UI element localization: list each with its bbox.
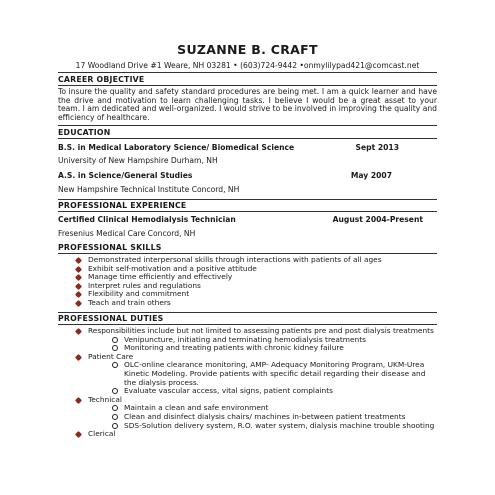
diamond-bullet-icon xyxy=(75,354,82,361)
education-school: New Hampshire Technical Institute Concord, NH xyxy=(58,185,240,194)
diamond-bullet-icon xyxy=(75,397,82,404)
sub-list-item: Monitoring and treating patients with chronic kidney failure xyxy=(110,344,437,353)
list-item: Patient Care OLC-online clearance monitoring, AMP- Adequacy Monitoring Program, UKM-Urea Kinetic Modeling. Provide patients with specific detail regarding their disease and the dialysis process. Evaluate vascular access, vital signs, patient complaints xyxy=(76,353,437,396)
diamond-bullet-icon xyxy=(75,283,82,290)
list-item: Exhibit self-motivation and a positive attitude xyxy=(76,265,437,274)
divider xyxy=(58,72,437,73)
education-degree: B.S. in Medical Laboratory Science/ Biomedical Science xyxy=(58,143,295,152)
divider xyxy=(58,324,437,325)
education-entry-1 xyxy=(58,143,437,152)
divider xyxy=(58,199,437,200)
duties-list xyxy=(76,327,437,439)
education-date: May 2007 xyxy=(350,171,392,180)
education-heading: EDUCATION xyxy=(58,128,111,137)
education-school: University of New Hampshire Durham, NH xyxy=(58,156,218,165)
career-objective-heading: CAREER OBJECTIVE xyxy=(58,75,145,84)
duties-heading: PROFESSIONAL DUTIES xyxy=(58,314,164,323)
list-item: Teach and train others xyxy=(76,299,437,308)
career-objective-text: To insure the quality and safety standard procedures are being met. I am a quick learner and have the drive and motivation to learn challenging tasks. I believe I would be a great asset to your team. I am dedicated and well-organized. I would strive to be involved in improving the quality and efficiency of healthcare. xyxy=(58,87,437,122)
diamond-bullet-icon xyxy=(75,274,82,281)
list-item: Flexibility and commitment xyxy=(76,290,437,299)
circle-bullet-icon xyxy=(112,345,118,351)
list-item: Demonstrated interpersonal skills through interactions with patients of all ages xyxy=(76,256,437,265)
list-item: Clerical xyxy=(76,430,437,439)
divider xyxy=(58,253,437,254)
candidate-name: SUZANNE B. CRAFT xyxy=(177,42,318,57)
sub-list-item: OLC-online clearance monitoring, AMP- Adequacy Monitoring Program, UKM-Urea Kinetic Modeling. Provide patients with specific detail regarding their disease and the dialysis process. xyxy=(110,361,437,387)
list-item: Manage time efficiently and effectively xyxy=(76,273,437,282)
experience-employer: Fresenius Medical Care Concord, NH xyxy=(58,229,196,238)
skills-heading: PROFESSIONAL SKILLS xyxy=(58,243,162,252)
list-item: Responsibilities include but not limited to assessing patients pre and post dialysis treatments Venipuncture, initiating and terminating hemodialysis treatments Monitoring and treating patients with chronic kidney failure xyxy=(76,327,437,353)
circle-bullet-icon xyxy=(112,414,118,420)
diamond-bullet-icon xyxy=(75,257,82,264)
divider xyxy=(58,138,437,139)
sub-list-item: Venipuncture, initiating and terminating hemodialysis treatments xyxy=(110,336,437,345)
divider xyxy=(58,125,437,126)
divider xyxy=(58,312,437,313)
sub-list-item: Clean and disinfect dialysis chairs/ machines in-between patient treatments xyxy=(110,413,437,422)
circle-bullet-icon xyxy=(112,362,118,368)
diamond-bullet-icon xyxy=(75,431,82,438)
sub-list-item: Maintain a clean and safe environment xyxy=(110,404,437,413)
sub-list xyxy=(88,336,437,353)
education-entry-2 xyxy=(58,171,437,180)
experience-date: August 2004-Present xyxy=(332,215,423,224)
contact-line: 17 Woodland Drive #1 Weare, NH 03281 • (603)724-9442 •onmylilypad421@comcast.net xyxy=(75,61,420,70)
sub-list-item: Evaluate vascular access, vital signs, patient complaints xyxy=(110,387,437,396)
experience-heading: PROFESSIONAL EXPERIENCE xyxy=(58,201,187,210)
diamond-bullet-icon xyxy=(75,300,82,307)
experience-entry xyxy=(58,215,437,224)
diamond-bullet-icon xyxy=(75,291,82,298)
divider xyxy=(58,85,437,86)
sub-list xyxy=(88,404,437,430)
education-date: Sept 2013 xyxy=(355,143,399,152)
sub-list xyxy=(88,361,437,395)
circle-bullet-icon xyxy=(112,423,118,429)
education-degree: A.S. in Science/General Studies xyxy=(58,171,193,180)
list-item: Technical Maintain a clean and safe environment Clean and disinfect dialysis chairs/ machines in-between patient treatments SDS-Solution delivery system, R.O. water system, dialysis machine trouble shooting xyxy=(76,396,437,430)
skills-list xyxy=(76,256,437,308)
divider xyxy=(58,211,437,212)
circle-bullet-icon xyxy=(112,405,118,411)
sub-list-item: SDS-Solution delivery system, R.O. water system, dialysis machine trouble shooting xyxy=(110,422,437,431)
experience-title: Certified Clinical Hemodialysis Technician xyxy=(58,215,236,224)
list-item: Interpret rules and regulations xyxy=(76,282,437,291)
diamond-bullet-icon xyxy=(75,266,82,273)
diamond-bullet-icon xyxy=(75,328,82,335)
circle-bullet-icon xyxy=(112,388,118,394)
circle-bullet-icon xyxy=(112,337,118,343)
